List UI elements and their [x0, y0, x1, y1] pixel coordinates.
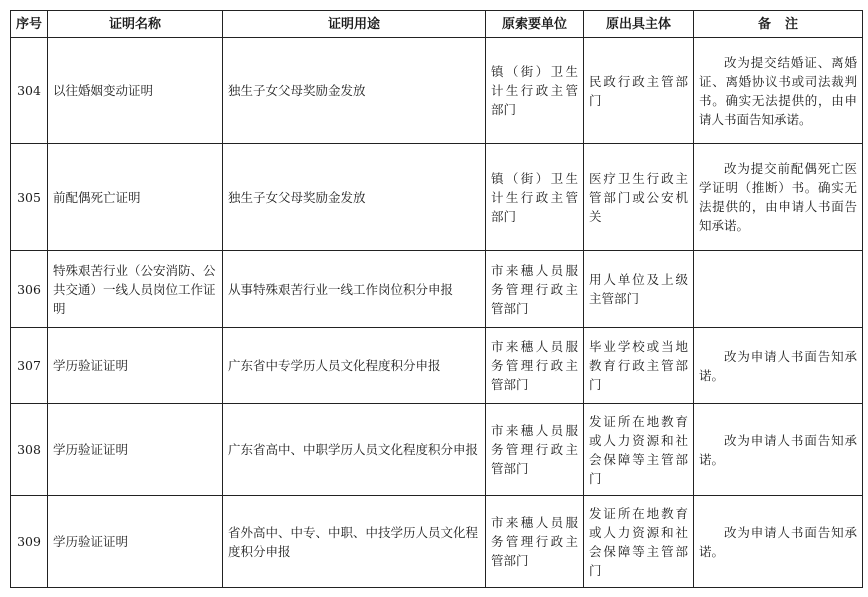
certificate-purpose: 独生子女父母奖励金发放: [223, 144, 486, 251]
requiring-unit: 市来穗人员服务管理行政主管部门: [486, 327, 584, 404]
row-number: 308: [11, 404, 48, 496]
header-row: [11, 11, 863, 38]
certificate-name: 学历验证证明: [48, 496, 223, 588]
issuing-body: 用人单位及上级主管部门: [584, 251, 694, 328]
header-no: 序号: [11, 11, 48, 38]
certificate-table: [10, 10, 863, 588]
certificate-purpose: 独生子女父母奖励金发放: [223, 38, 486, 144]
row-number: 305: [11, 144, 48, 251]
requiring-unit: 镇（街）卫生计生行政主管部门: [486, 38, 584, 144]
row-number: 309: [11, 496, 48, 588]
requiring-unit: 市来穗人员服务管理行政主管部门: [486, 251, 584, 328]
header-remark: 备注: [694, 11, 863, 38]
remark: 改为提交结婚证、离婚证、离婚协议书或司法裁判书。确实无法提供的，由申请人书面告知承诺。: [694, 38, 863, 144]
issuing-body: 医疗卫生行政主管部门或公安机关: [584, 144, 694, 251]
table-header: [11, 11, 863, 38]
requiring-unit: 市来穗人员服务管理行政主管部门: [486, 404, 584, 496]
certificate-purpose: 广东省中专学历人员文化程度积分申报: [223, 327, 486, 404]
header-requiring-unit: 原索要单位: [486, 11, 584, 38]
certificate-purpose: 省外高中、中专、中职、中技学历人员文化程度积分申报: [223, 496, 486, 588]
header-purpose: 证明用途: [223, 11, 486, 38]
certificate-purpose: 从事特殊艰苦行业一线工作岗位积分申报: [223, 251, 486, 328]
row-number: 304: [11, 38, 48, 144]
certificate-name: 学历验证证明: [48, 327, 223, 404]
table-row: [11, 38, 863, 144]
table-row: [11, 327, 863, 404]
row-number: 306: [11, 251, 48, 328]
issuing-body: 发证所在地教育或人力资源和社会保障等主管部门: [584, 496, 694, 588]
row-number: 307: [11, 327, 48, 404]
table-row: [11, 251, 863, 328]
table-row: [11, 404, 863, 496]
header-issuer: 原出具主体: [584, 11, 694, 38]
remark: 改为申请人书面告知承诺。: [694, 327, 863, 404]
remark: 改为申请人书面告知承诺。: [694, 404, 863, 496]
remark: [694, 251, 863, 328]
certificate-name: 学历验证证明: [48, 404, 223, 496]
remark: 改为申请人书面告知承诺。: [694, 496, 863, 588]
certificate-name: 特殊艰苦行业（公安消防、公共交通）一线人员岗位工作证明: [48, 251, 223, 328]
issuing-body: 毕业学校或当地教育行政主管部门: [584, 327, 694, 404]
issuing-body: 民政行政主管部门: [584, 38, 694, 144]
certificate-name: 前配偶死亡证明: [48, 144, 223, 251]
table-row: [11, 496, 863, 588]
requiring-unit: 镇（街）卫生计生行政主管部门: [486, 144, 584, 251]
requiring-unit: 市来穗人员服务管理行政主管部门: [486, 496, 584, 588]
table-body: [11, 38, 863, 588]
certificate-purpose: 广东省高中、中职学历人员文化程度积分申报: [223, 404, 486, 496]
header-name: 证明名称: [48, 11, 223, 38]
table-row: [11, 144, 863, 251]
remark: 改为提交前配偶死亡医学证明（推断）书。确实无法提供的，由申请人书面告知承诺。: [694, 144, 863, 251]
issuing-body: 发证所在地教育或人力资源和社会保障等主管部门: [584, 404, 694, 496]
certificate-name: 以往婚姻变动证明: [48, 38, 223, 144]
